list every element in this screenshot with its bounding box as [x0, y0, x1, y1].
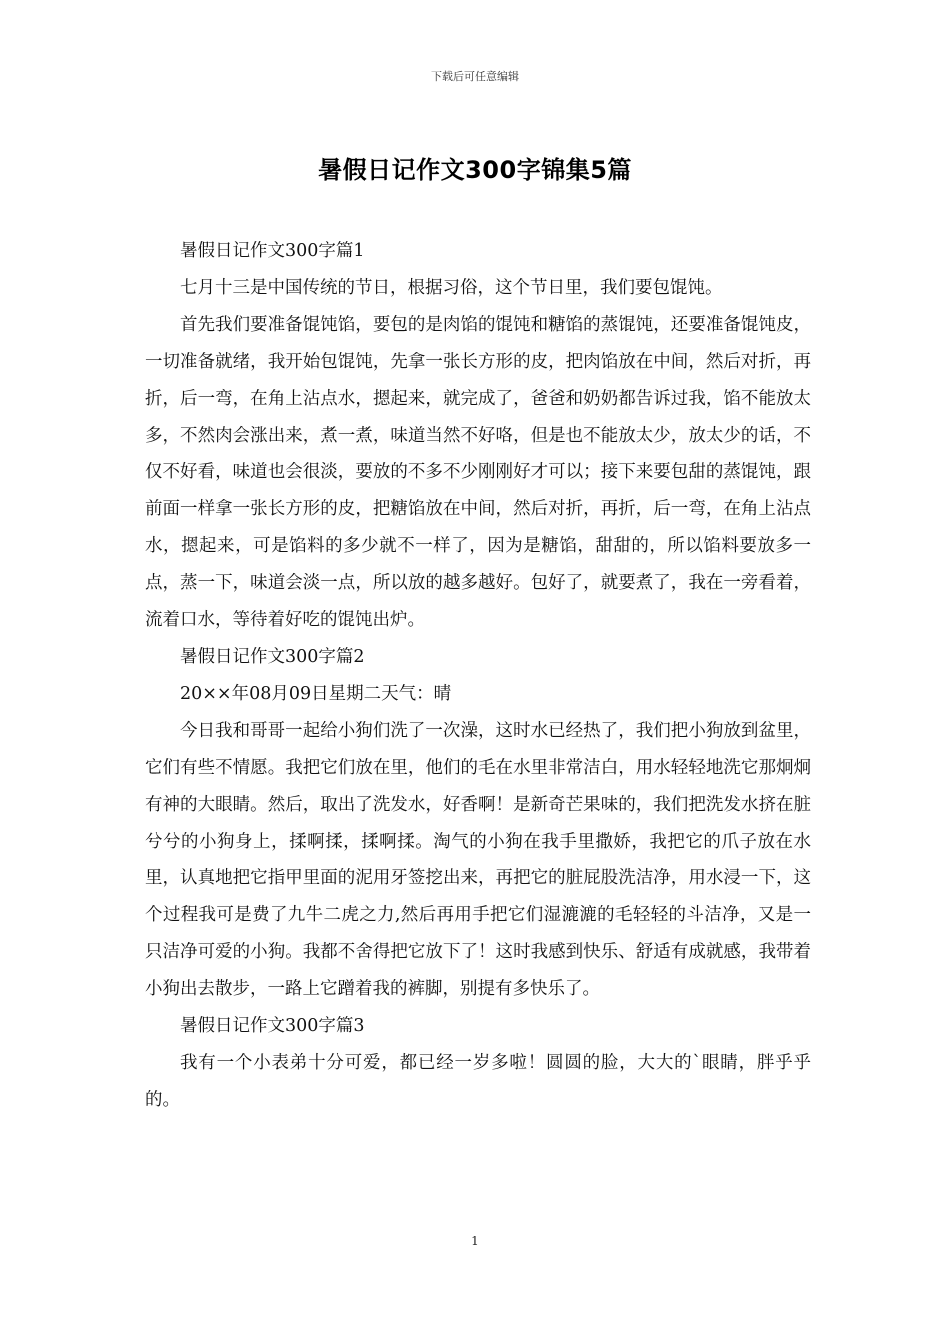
section-heading-1: 暑假日记作文300字篇1 — [180, 241, 365, 261]
paragraph: 首先我们要准备馄饨馅，要包的是肉馅的馄饨和糖馅的蒸馄饨，还要准备馄饨皮，一切准备就绪，我开始包馄饨，先拿一张长方形的皮，把肉馅放在中间，然后对折，再折，后一弯，在角上沾点水，摁起来，就完成了，爸爸和奶奶都告诉过我，馅不能放太多，不然肉会涨出来，煮一煮，味道当然不好咯，但是也不能放太少，放太少的话，不仅不好看，味道也会很淡，要放的不多不少刚刚好才可以；接下来要包甜的蒸馄饨，跟前面一样拿一张长方形的皮，把糖馅放在中间，然后对折，再折，后一弯，在角上沾点水，摁起来，可是馅料的多少就不一样了，因为是糖馅，甜甜的，所以馅料要放多一点，蒸一下，味道会淡一点，所以放的越多越好。包好了，就要煮了，我在一旁看着，流着口水，等待着好吃的馄饨出炉。 — [145, 314, 811, 631]
header-note: 下载后可任意编辑 — [431, 70, 519, 83]
paragraph: 我有一个小表弟十分可爱，都已经一岁多啦！圆圆的脸，大大的`眼睛，胖乎乎的。 — [145, 1052, 811, 1110]
document-body — [145, 233, 811, 1119]
section-heading-2: 暑假日记作文300字篇2 — [180, 646, 365, 667]
document-title: 暑假日记作文300字锦集5篇 — [318, 156, 632, 184]
page-number: 1 — [471, 1234, 479, 1248]
paragraph: 七月十三是中国传统的节日，根据习俗，这个节日里，我们要包馄饨。 — [180, 277, 723, 298]
section-heading-3: 暑假日记作文300字篇3 — [180, 1016, 365, 1037]
diary-date-line: 20××年08月09日星期二天气：晴 — [180, 683, 452, 704]
paragraph: 今日我和哥哥一起给小狗们洗了一次澡，这时水已经热了，我们把小狗放到盆里，它们有些不情愿。我把它们放在里，他们的毛在水里非常洁白，用水轻轻地洗它那炯炯有神的大眼睛。然后，取出了洗发水，好香啊！是新奇芒果味的，我们把洗发水挤在脏兮兮的小狗身上，揉啊揉，揉啊揉。淘气的小狗在我手里撒娇，我把它的爪子放在水里，认真地把它指甲里面的泥用牙签挖出来，再把它的脏屁股洗洁净，用水浸一下，这个过程我可是费了九牛二虎之力,然后再用手把它们湿漉漉的毛轻轻的斗洁净，又是一只洁净可爱的小狗。我都不舍得把它放下了！这时我感到快乐、舒适有成就感，我带着小狗出去散步，一路上它蹭着我的裤脚，别提有多快乐了。 — [145, 720, 811, 1000]
